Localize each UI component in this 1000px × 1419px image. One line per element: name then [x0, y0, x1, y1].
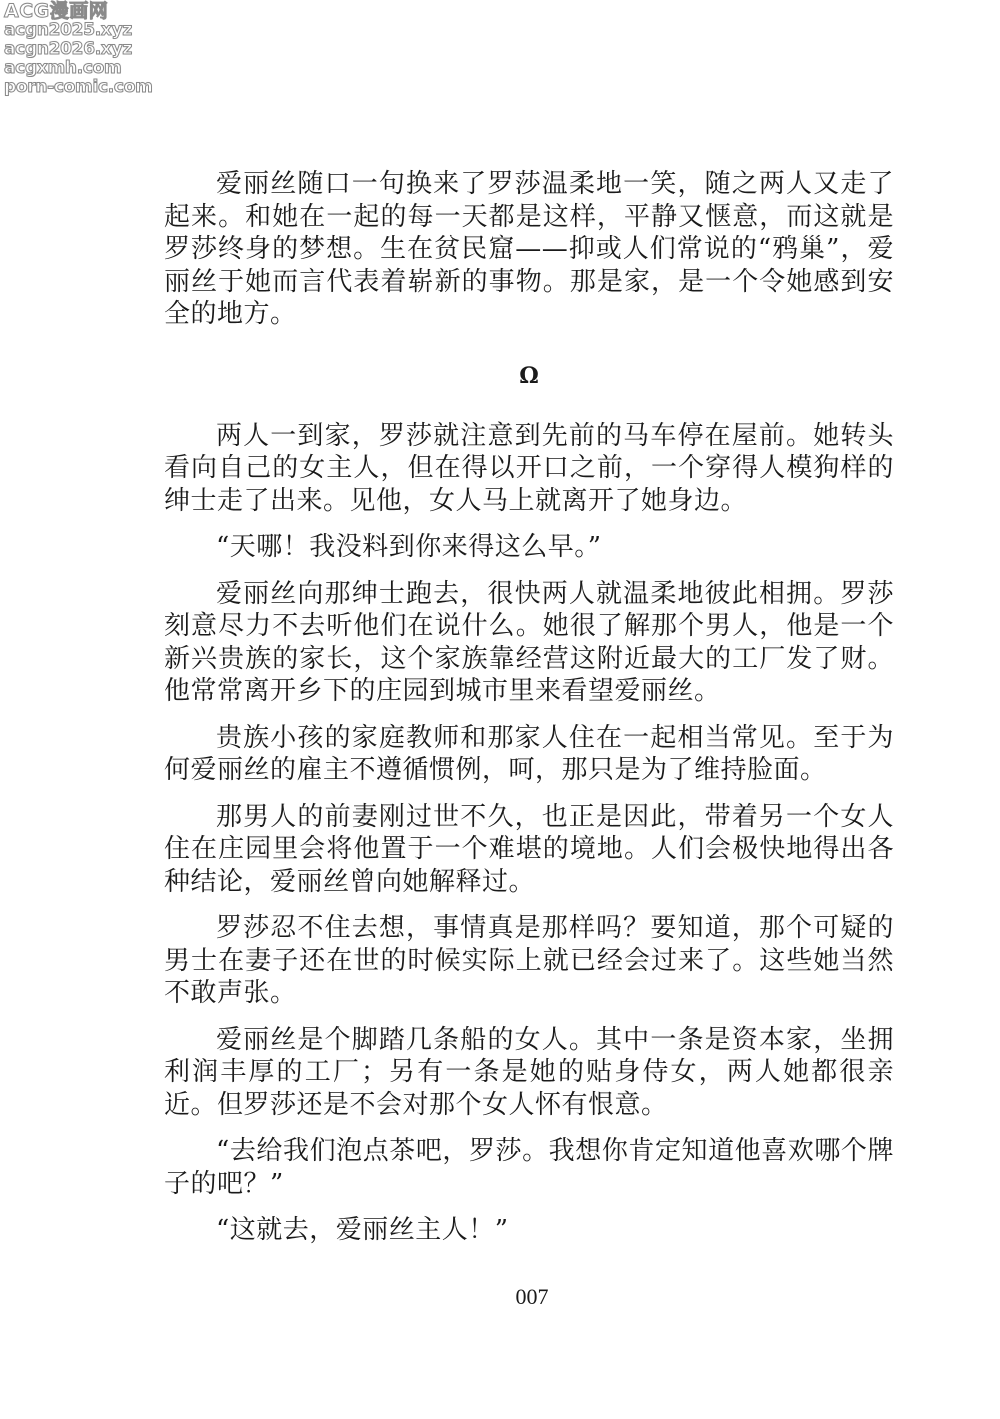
page-number: 007: [515, 1284, 549, 1309]
dialogue-paragraph: “天哪！我没料到你来得这么早。”: [216, 532, 602, 562]
watermark-url: acgn2025.xyz: [4, 20, 132, 40]
paragraph: 那男人的前妻刚过世不久，也正是因此，带着另一个女人住在庄园里会将他置于一个难堪的境地。人们会极快地得出各种结论，爱丽丝曾向她解释过。: [164, 801, 894, 897]
paragraph: 罗莎忍不住去想，事情真是那样吗？要知道，那个可疑的男士在妻子还在世的时候实际上就已经会过来了。这些她当然不敢声张。: [164, 913, 894, 1008]
watermark-url: acgxmh.com: [4, 58, 122, 78]
paragraph: 爱丽丝向那绅士跑去，很快两人就温柔地彼此相拥。罗莎刻意尽力不去听他们在说什么。她很了解那个男人，他是一个新兴贵族的家长，这个家族靠经营这附近最大的工厂发了财。他常常离开乡下的庄园到城市里来看望爱丽丝。: [164, 578, 894, 706]
section-separator-omega: Ω: [519, 362, 539, 389]
page-body: [164, 168, 894, 1247]
watermark-url: porn-comic.com: [4, 77, 153, 97]
paragraph: 两人一到家，罗莎就注意到先前的马车停在屋前。她转头看向自己的女主人，但在得以开口之前，一个穿得人模狗样的绅士走了出来。见他，女人马上就离开了她身边。: [164, 420, 894, 516]
paragraph: 贵族小孩的家庭教师和那家人住在一起相当常见。至于为何爱丽丝的雇主不遵循惯例，呵，那只是为了维持脸面。: [164, 722, 894, 785]
watermark-url: acgn2026.xyz: [4, 39, 132, 59]
paragraph: 爱丽丝随口一句换来了罗莎温柔地一笑，随之两人又走了起来。和她在一起的每一天都是这样，平静又惬意，而这就是罗莎终身的梦想。生在贫民窟——抑或人们常说的“鸦巢”，爱丽丝于她而言代表着崭新的事物。那是家，是一个令她感到安全的地方。: [164, 169, 894, 329]
dialogue-paragraph: “这就去，爱丽丝主人！”: [216, 1215, 509, 1245]
dialogue-paragraph: “去给我们泡点茶吧，罗莎。我想你肯定知道他喜欢哪个牌子的吧？”: [164, 1136, 894, 1199]
site-watermark: [4, 2, 154, 97]
watermark-title: ACG漫画网: [4, 0, 109, 22]
paragraph: 爱丽丝是个脚踏几条船的女人。其中一条是资本家，坐拥利润丰厚的工厂；另有一条是她的贴身侍女，两人她都很亲近。但罗莎还是不会对那个女人怀有恨意。: [164, 1024, 894, 1120]
